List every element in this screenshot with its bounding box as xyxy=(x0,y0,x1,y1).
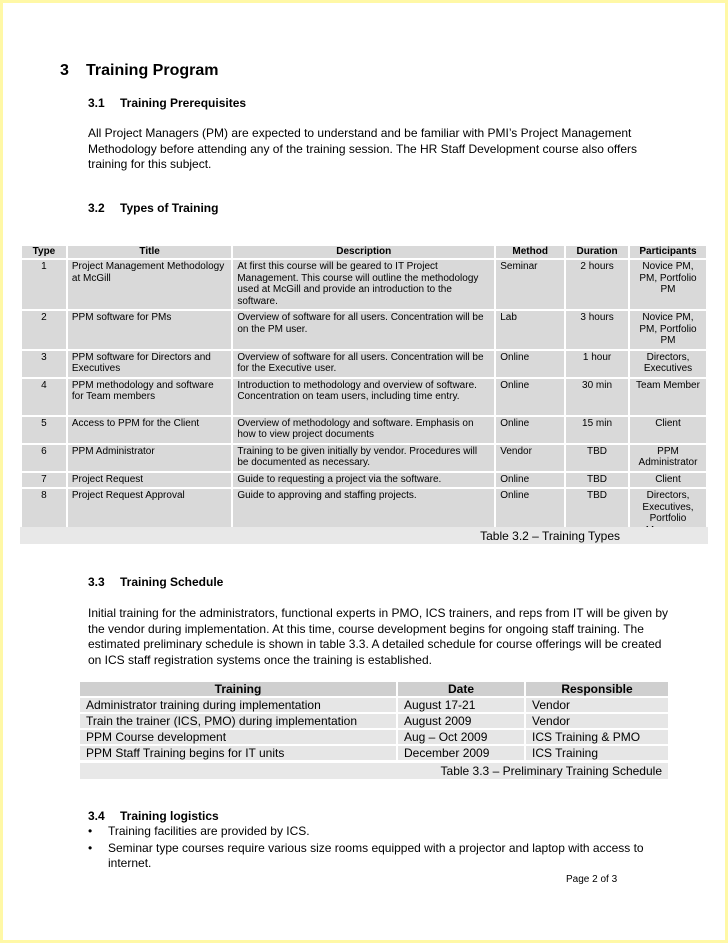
participants-cell: PPM Administrator xyxy=(630,445,706,471)
description-cell: Guide to requesting a project via the software. xyxy=(233,473,494,488)
column-header: Description xyxy=(233,246,494,258)
table-row xyxy=(22,351,706,377)
table-row xyxy=(22,260,706,309)
list-item-text: Training facilities are provided by ICS. xyxy=(108,824,310,838)
subsection-heading-3-1 xyxy=(88,96,246,110)
date-cell: December 2009 xyxy=(398,746,524,760)
duration-cell: 3 hours xyxy=(566,311,628,349)
date-cell: Aug – Oct 2009 xyxy=(398,730,524,744)
participants-cell: Client xyxy=(630,417,706,443)
method-cell: Online xyxy=(496,379,564,415)
table-row xyxy=(22,417,706,443)
type-cell: 8 xyxy=(22,489,66,538)
table-header-row xyxy=(80,682,668,696)
type-cell: 3 xyxy=(22,351,66,377)
type-cell: 5 xyxy=(22,417,66,443)
column-header: Date xyxy=(398,682,524,696)
list-item xyxy=(88,824,678,840)
table-row xyxy=(80,714,668,728)
training-types-table xyxy=(20,244,708,540)
table-header-row xyxy=(22,246,706,258)
title-cell: Access to PPM for the Client xyxy=(68,417,231,443)
method-cell: Seminar xyxy=(496,260,564,309)
title-cell: PPM software for Directors and Executives xyxy=(68,351,231,377)
method-cell: Vendor xyxy=(496,445,564,471)
column-header: Method xyxy=(496,246,564,258)
title-cell: PPM Administrator xyxy=(68,445,231,471)
participants-cell: Directors, Executives, Portfolio xyxy=(630,489,706,538)
title-cell: Project Request Approval xyxy=(68,489,231,538)
logistics-list xyxy=(88,824,678,873)
column-header: Type xyxy=(22,246,66,258)
list-item xyxy=(88,841,678,872)
type-cell: 7 xyxy=(22,473,66,488)
description-cell: Overview of software for all users. Concentration will be for the Executive user. xyxy=(233,351,494,377)
subsection-heading-3-3 xyxy=(88,575,223,589)
method-cell: Online xyxy=(496,351,564,377)
duration-cell: TBD xyxy=(566,445,628,471)
description-cell: At first this course will be geared to IT Project Management. This course will outline the methodology used at McGill and provide an introduction to the software. xyxy=(233,260,494,309)
subsection-number: 3.3 xyxy=(88,575,105,589)
responsible-cell: ICS Training xyxy=(526,746,668,760)
section-number: 3 xyxy=(60,62,69,79)
subsection-number: 3.1 xyxy=(88,96,105,110)
participants-cell: Directors, Executives xyxy=(630,351,706,377)
training-cell: Administrator training during implementation xyxy=(80,698,396,712)
table-caption-3-3: Table 3.3 – Preliminary Training Schedule xyxy=(80,763,668,779)
description-cell: Training to be given initially by vendor. Procedures will be documented as necessary. xyxy=(233,445,494,471)
participants-cell: Novice PM, PM, Portfolio PM xyxy=(630,311,706,349)
method-cell: Online xyxy=(496,473,564,488)
participants-cell: Client xyxy=(630,473,706,488)
type-cell: 2 xyxy=(22,311,66,349)
column-header: Participants xyxy=(630,246,706,258)
type-cell: 1 xyxy=(22,260,66,309)
column-header: Duration xyxy=(566,246,628,258)
training-cell: PPM Course development xyxy=(80,730,396,744)
title-cell: PPM software for PMs xyxy=(68,311,231,349)
table-row xyxy=(22,379,706,415)
date-cell: August 17-21 xyxy=(398,698,524,712)
prerequisites-paragraph: All Project Managers (PM) are expected to understand and be familiar with PMI’s Project Management Methodology before attending any of the training session. The HR Staff Development course also offers training for this subject. xyxy=(88,126,637,171)
method-cell: Lab xyxy=(496,311,564,349)
bullet-icon: • xyxy=(88,840,93,855)
training-schedule-table xyxy=(78,680,670,762)
responsible-cell: Vendor xyxy=(526,698,668,712)
participants-cell: Novice PM, PM, Portfolio PM xyxy=(630,260,706,309)
column-header: Title xyxy=(68,246,231,258)
table-row xyxy=(22,473,706,488)
description-cell: Overview of methodology and software. Emphasis on how to view project documents xyxy=(233,417,494,443)
date-cell: August 2009 xyxy=(398,714,524,728)
duration-cell: 15 min xyxy=(566,417,628,443)
list-item-text: Seminar type courses require various size rooms equipped with a projector and laptop with access to internet. xyxy=(108,840,644,870)
table-row xyxy=(80,698,668,712)
column-header: Training xyxy=(80,682,396,696)
method-cell: Online xyxy=(496,417,564,443)
table-row xyxy=(22,311,706,349)
duration-cell: TBD xyxy=(566,473,628,488)
description-cell: Guide to approving and staffing projects. xyxy=(233,489,494,538)
table-caption-3-2: Table 3.2 – Training Types xyxy=(20,527,708,544)
subsection-title: Types of Training xyxy=(120,201,219,215)
description-cell: Overview of software for all users. Concentration will be on the PM user. xyxy=(233,311,494,349)
subsection-heading-3-2 xyxy=(88,201,218,215)
type-cell: 4 xyxy=(22,379,66,415)
training-cell: Train the trainer (ICS, PMO) during implementation xyxy=(80,714,396,728)
responsible-cell: Vendor xyxy=(526,714,668,728)
section-title: Training Program xyxy=(86,62,219,79)
subsection-title: Training Prerequisites xyxy=(120,96,247,110)
title-cell: Project Management Methodology at McGill xyxy=(68,260,231,309)
page-number: Page 2 of 3 xyxy=(566,874,618,885)
schedule-paragraph: Initial training for the administrators, functional experts in PMO, ICS trainers, and reps from IT will be given by the vendor during implementation. At this time, course development begins for ongoing staff training. The estimated preliminary schedule is shown in table 3.3. A detailed schedule for course offerings will be created on ICS staff registration systems once the training is established. xyxy=(88,606,669,667)
subsection-title: Training Schedule xyxy=(120,575,224,589)
bullet-icon: • xyxy=(88,824,93,838)
participants-cell: Team Member xyxy=(630,379,706,415)
duration-cell: 30 min xyxy=(566,379,628,415)
section-heading xyxy=(60,62,218,80)
title-cell: PPM methodology and software for Team members xyxy=(68,379,231,415)
table-row xyxy=(22,445,706,471)
method-cell: Online xyxy=(496,489,564,538)
description-cell: Introduction to methodology and overview of software. Concentration on team users, including time entry. xyxy=(233,379,494,415)
table-row xyxy=(80,746,668,760)
training-cell: PPM Staff Training begins for IT units xyxy=(80,746,396,760)
duration-cell: 2 hours xyxy=(566,260,628,309)
subsection-number: 3.2 xyxy=(88,201,105,215)
subsection-title: Training logistics xyxy=(120,809,219,823)
type-cell: 6 xyxy=(22,445,66,471)
title-cell: Project Request xyxy=(68,473,231,488)
duration-cell: 1 hour xyxy=(566,351,628,377)
column-header: Responsible xyxy=(526,682,668,696)
table-row xyxy=(80,730,668,744)
duration-cell: TBD xyxy=(566,489,628,538)
subsection-number: 3.4 xyxy=(88,809,105,823)
subsection-heading-3-4 xyxy=(88,809,219,823)
responsible-cell: ICS Training & PMO xyxy=(526,730,668,744)
